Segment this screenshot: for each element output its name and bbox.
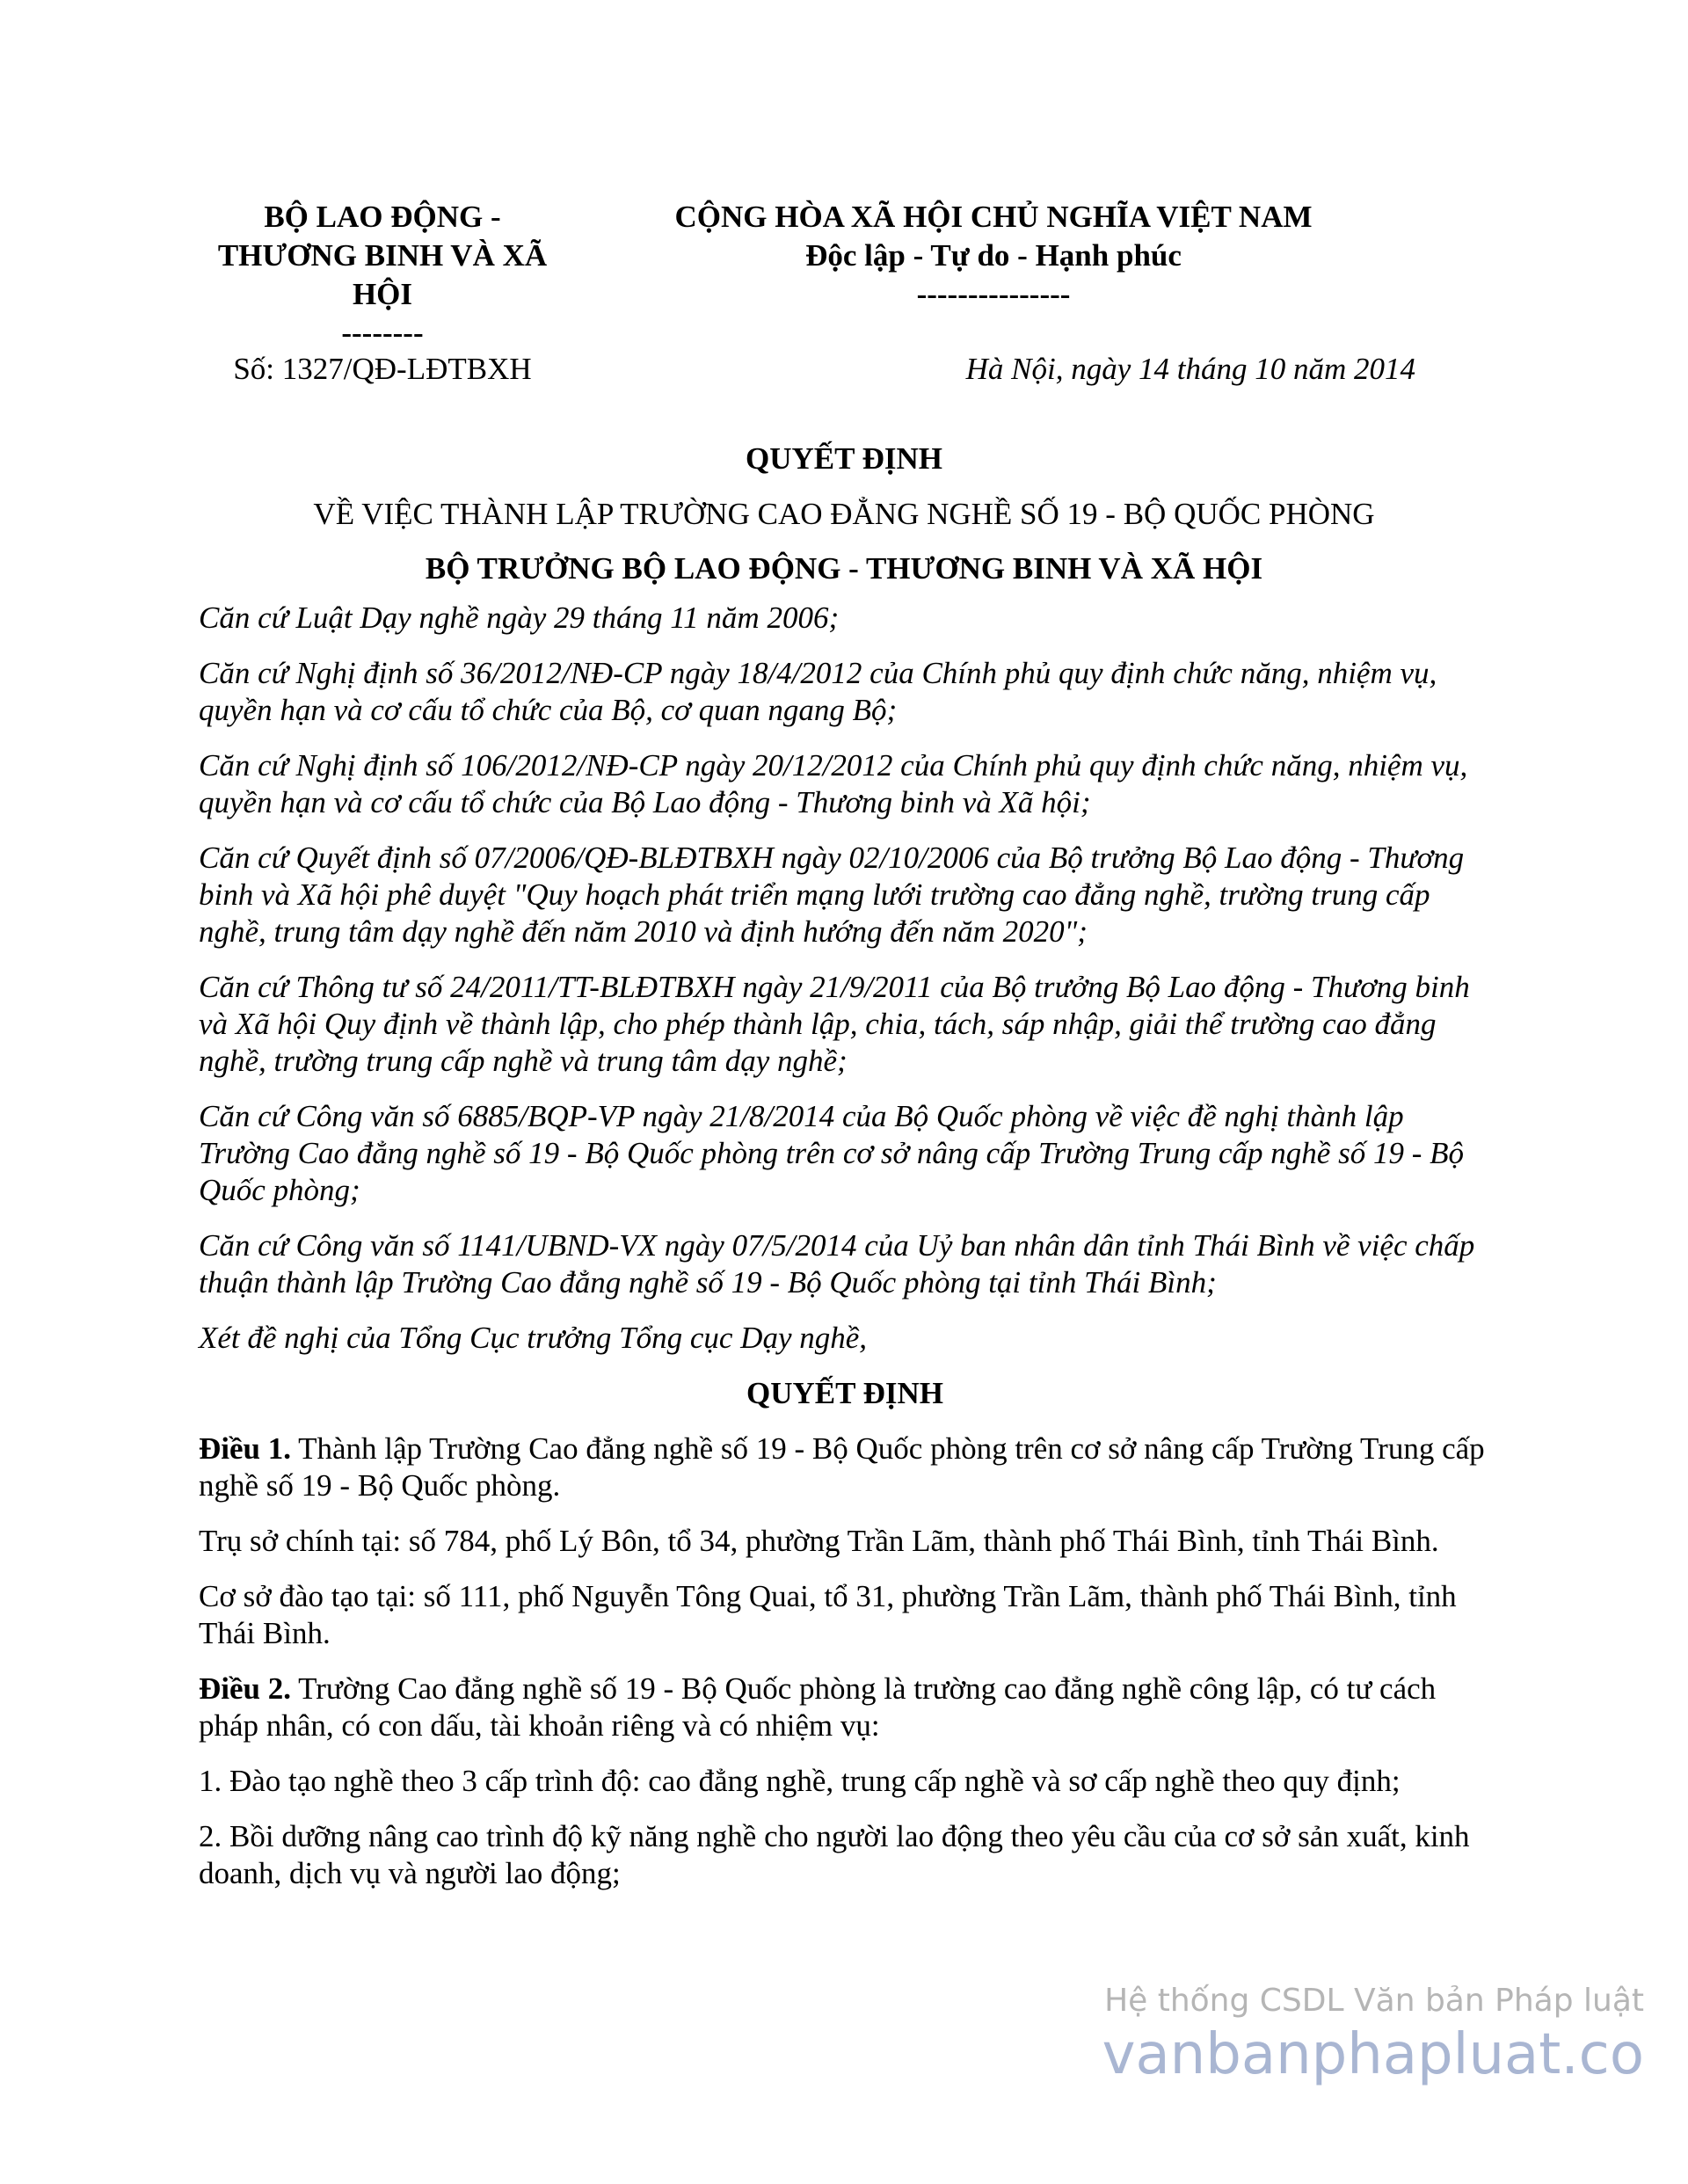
basis-paragraph: Căn cứ Nghị định số 36/2012/NĐ-CP ngày 18/4/2012 của Chính phủ quy định chức năng, nhiệm vụ, quyền hạn và cơ cấu tổ chức của Bộ, cơ quan ngang Bộ; (199, 656, 1437, 727)
document-number: Số: 1327/QĐ-LĐTBXH (233, 352, 532, 386)
motto-divider: --------------- (916, 277, 1071, 311)
agency-line: THƯƠNG BINH VÀ XÃ (217, 238, 548, 273)
decision-heading: QUYẾT ĐỊNH (746, 1376, 943, 1410)
agency-line: BỘ LAO ĐỘNG - (264, 200, 501, 234)
training-site: Cơ sở đào tạo tại: số 111, phố Nguyễn Tông Quai, tổ 31, phường Trần Lãm, thành phố Thái Bình, tỉnh Thái Bình. (199, 1579, 1457, 1650)
issuing-agency (176, 198, 589, 353)
article-2-text: Trường Cao đẳng nghề số 19 - Bộ Quốc phòng là trường cao đẳng nghề công lập, có tư cách pháp nhân, có con dấu, tài khoản riêng và có nhiệm vụ: (199, 1671, 1437, 1743)
head-office: Trụ sở chính tại: số 784, phố Lý Bôn, tổ 34, phường Trần Lãm, thành phố Thái Bình, tỉnh Thái Bình. (199, 1524, 1439, 1558)
document-body (199, 600, 1491, 1911)
article-1-text: Thành lập Trường Cao đẳng nghề số 19 - Bộ Quốc phòng trên cơ sở nâng cấp Trường Trung cấp nghề số 19 - Bộ Quốc phòng. (199, 1431, 1485, 1503)
article-2-label: Điều 2. (199, 1671, 291, 1706)
agency-divider: -------- (341, 316, 424, 350)
article-1 (199, 1431, 1491, 1504)
watermark-domain: vanbanphapluat.co (1102, 2022, 1644, 2087)
basis-paragraph: Căn cứ Thông tư số 24/2011/TT-BLĐTBXH ngày 21/9/2011 của Bộ trưởng Bộ Lao động - Thương binh và Xã hội Quy định về thành lập, cho phép thành lập, chia, tách, sáp nhập, giải thể trường cao đẳng nghề, trường trung cấp nghề và trung tâm dạy nghề; (199, 970, 1470, 1078)
place-date: Hà Nội, ngày 14 tháng 10 năm 2014 (965, 352, 1415, 386)
article-2 (199, 1671, 1491, 1744)
nation-name: CỘNG HÒA XÃ HỘI CHỦ NGHĨA VIỆT NAM (674, 200, 1313, 234)
agency-line: HỘI (352, 277, 413, 311)
basis-paragraph: Căn cứ Công văn số 1141/UBND-VX ngày 07/5/2014 của Uỷ ban nhân dân tỉnh Thái Bình về việc chấp thuận thành lập Trường Cao đẳng nghề số 19 - Bộ Quốc phòng tại tỉnh Thái Bình; (199, 1228, 1475, 1299)
basis-paragraph: Căn cứ Luật Dạy nghề ngày 29 tháng 11 năm 2006; (199, 601, 840, 635)
article-1-label: Điều 1. (199, 1431, 291, 1466)
duty-item: 2. Bồi dưỡng nâng cao trình độ kỹ năng nghề cho người lao động theo yêu cầu của cơ sở sản xuất, kinh doanh, dịch vụ và người lao động; (199, 1819, 1470, 1890)
proposal-paragraph: Xét đề nghị của Tổng Cục trưởng Tổng cục Dạy nghề, (199, 1321, 868, 1355)
basis-paragraph: Căn cứ Công văn số 6885/BQP-VP ngày 21/8/2014 của Bộ Quốc phòng về việc đề nghị thành lập Trường Cao đẳng nghề số 19 - Bộ Quốc phòng trên cơ sở nâng cấp Trường Trung cấp nghề số 19 - Bộ Quốc phòng; (199, 1099, 1464, 1207)
decision-title: QUYẾT ĐỊNH (746, 441, 942, 476)
basis-paragraph: Căn cứ Quyết định số 07/2006/QĐ-BLĐTBXH ngày 02/10/2006 của Bộ trưởng Bộ Lao động - Thương binh và Xã hội phê duyệt "Quy hoạch phát triển mạng lưới trường cao đẳng nghề, trường trung cấp nghề, trung tâm dạy nghề đến năm 2010 và định hướng đến năm 2020"; (199, 841, 1465, 949)
watermark-caption: Hệ thống CSDL Văn bản Pháp luật (1104, 1983, 1644, 2019)
national-motto (598, 198, 1389, 314)
authority-title: BỘ TRƯỞNG BỘ LAO ĐỘNG - THƯƠNG BINH VÀ XÃ HỘI (425, 551, 1263, 586)
basis-paragraph: Căn cứ Nghị định số 106/2012/NĐ-CP ngày 20/12/2012 của Chính phủ quy định chức năng, nhiệm vụ, quyền hạn và cơ cấu tổ chức của Bộ Lao động - Thương binh và Xã hội; (199, 748, 1468, 819)
duty-item: 1. Đào tạo nghề theo 3 cấp trình độ: cao đẳng nghề, trung cấp nghề và sơ cấp nghề theo quy định; (199, 1764, 1401, 1798)
motto: Độc lập - Tự do - Hạnh phúc (805, 238, 1182, 273)
decision-subject: VỀ VIỆC THÀNH LẬP TRƯỜNG CAO ĐẲNG NGHỀ SỐ 19 - BỘ QUỐC PHÒNG (313, 497, 1375, 531)
